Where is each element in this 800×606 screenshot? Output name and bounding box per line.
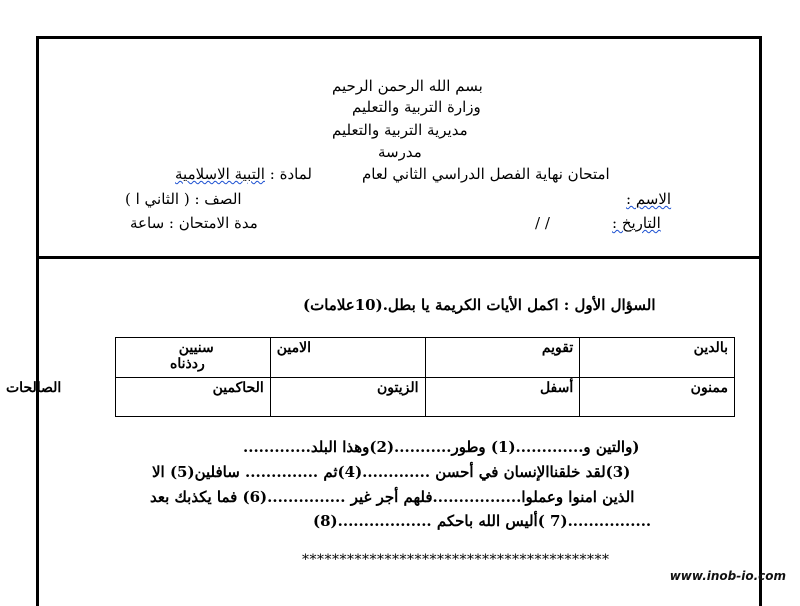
verse-line-1: (والتين و.............(1) وطور...........(2)وهذا البلد............. bbox=[243, 438, 640, 456]
word-cell: بالدين bbox=[580, 338, 735, 378]
word-cell: الزيتون bbox=[270, 377, 425, 417]
word-bank-table bbox=[6, 337, 735, 417]
name-label: الاسم : bbox=[626, 190, 672, 208]
word-cell-text: الصالحات bbox=[6, 379, 62, 396]
directorate: مديرية التربية والتعليم bbox=[332, 121, 468, 139]
word-cell: أسفل bbox=[425, 377, 580, 417]
word-cell bbox=[116, 338, 271, 378]
exam-title: امتحان نهاية الفصل الدراسي الثاني لعام bbox=[362, 165, 610, 183]
word-cell bbox=[6, 377, 271, 417]
word-bank-row bbox=[116, 377, 735, 417]
date-label: التاريخ : bbox=[612, 214, 661, 232]
site-watermark: www.inob-io.com bbox=[669, 569, 786, 583]
verse-line-2: (3)لقد خلقناالإنسان في أحسن .............(4)ثم .............. سافلين(5) الا bbox=[152, 463, 631, 481]
date-slashes: / / bbox=[535, 214, 550, 232]
verse-line-4: ................(7 )أليس الله باحكم ..................(8) bbox=[313, 512, 652, 530]
exam-duration: مدة الامتحان : ساعة bbox=[130, 214, 258, 232]
word-cell-text: الحاكمين bbox=[212, 379, 264, 396]
word-bank-row bbox=[116, 338, 735, 378]
subject-line bbox=[175, 164, 312, 184]
school: مدرسة bbox=[378, 143, 422, 161]
word-cell-text: الامين bbox=[276, 340, 312, 356]
basmala: بسم الله الرحمن الرحيم bbox=[332, 77, 483, 95]
word-cell: ممنون bbox=[580, 377, 735, 417]
ministry: وزارة التربية والتعليم bbox=[352, 98, 481, 116]
header-divider bbox=[36, 256, 762, 259]
word-cell bbox=[270, 338, 425, 378]
subject-prefix: لمادة : bbox=[269, 165, 312, 183]
word-cell-text: ردذناه bbox=[170, 356, 205, 372]
subject-name: التبية الاسلامية bbox=[175, 165, 265, 183]
verse-line-3: الذين امنوا وعملوا.................فلهم أجر غير ...............(6) فما يكذبك بعد bbox=[150, 488, 635, 506]
question-1-title: السؤال الأول : اكمل الأيات الكريمة يا بطل.(10علامات) bbox=[303, 296, 656, 314]
word-cell-text: سنيين bbox=[178, 340, 214, 356]
class-label: الصف : ( الثاني ا ) bbox=[125, 190, 242, 208]
separator-stars: ***************************************** bbox=[302, 552, 610, 568]
word-cell: تقويم bbox=[425, 338, 580, 378]
